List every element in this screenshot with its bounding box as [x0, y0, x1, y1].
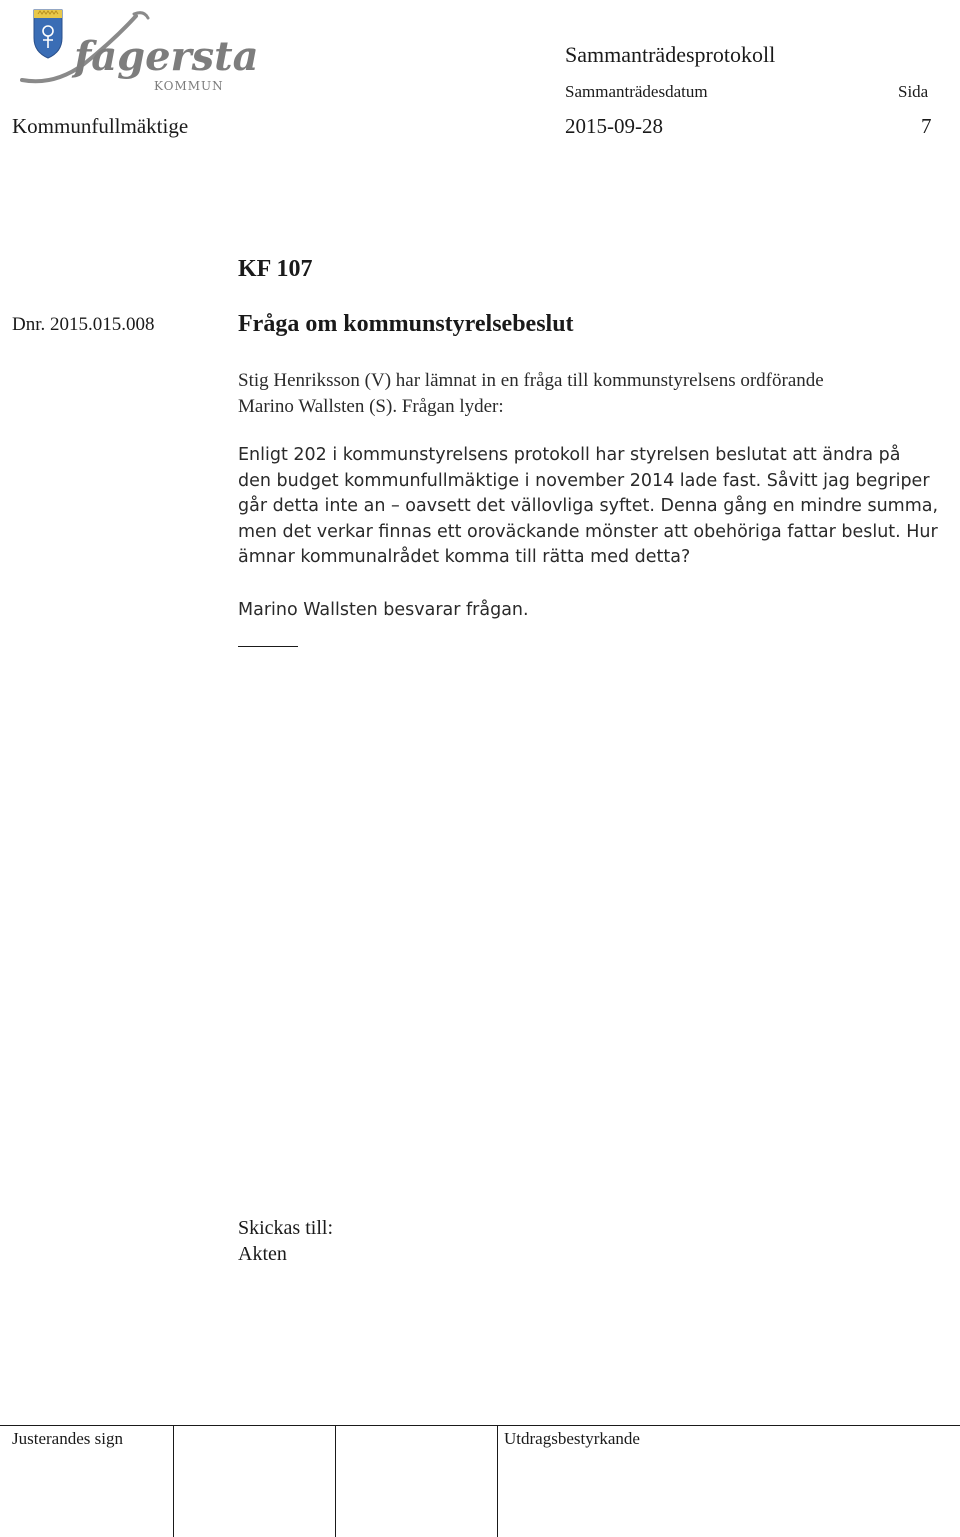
distribution-recipient: Akten: [238, 1243, 287, 1265]
question-line: Enligt 202 i kommunstyrelsens protokoll har styrelsen beslutat att ändra på: [238, 445, 901, 465]
governing-body-name: Kommunfullmäktige: [12, 114, 189, 138]
question-paragraph: [238, 443, 943, 571]
document-title: Sammanträdesprotokoll: [565, 42, 776, 67]
question-line: men det verkar finnas ett oroväckande mönster att obehöriga fattar beslut. Hur: [238, 521, 938, 542]
signature-footer: [0, 1425, 960, 1536]
question-line: går detta inte an – oavsett det vällovliga syftet. Denna gång en mindre summa,: [238, 496, 939, 516]
fagersta-kommun-logo: [14, 4, 259, 96]
section-divider: [238, 646, 298, 647]
logo-subtitle: KOMMUN: [154, 79, 224, 93]
intro-line: Stig Henriksson (V) har lämnat in en fråga till kommunstyrelsens ordförande: [238, 370, 824, 391]
intro-line: Marino Wallsten (S). Frågan lyder:: [238, 395, 504, 417]
signature-cell: [497, 1426, 960, 1537]
distribution-label: Skickas till:: [238, 1217, 333, 1239]
diary-number: Dnr. 2015.015.008: [12, 314, 155, 335]
signature-cell: [173, 1426, 335, 1537]
question-line: ämnar kommunalrådet komma till rätta med detta?: [238, 547, 691, 567]
meeting-date: 2015-09-28: [565, 114, 663, 138]
justering-label: Justerandes sign: [12, 1429, 123, 1448]
case-title: Fråga om kommunstyrelsebeslut: [238, 311, 574, 337]
meeting-date-label: Sammanträdesdatum: [565, 82, 708, 101]
page-label: Sida: [898, 82, 929, 101]
question-line: den budget kommunfullmäktige i november 2014 lade fast. Såvitt jag begriper: [238, 470, 930, 491]
paragraph-number: KF 107: [238, 256, 313, 282]
utdrag-label: Utdragsbestyrkande: [504, 1429, 640, 1448]
coat-of-arms-icon: [14, 4, 259, 96]
logo-wordmark: fagersta: [74, 33, 259, 80]
answer-paragraph: [238, 598, 943, 624]
intro-paragraph: [238, 368, 943, 419]
answer-line: Marino Wallsten besvarar frågan.: [238, 600, 529, 620]
signature-cell: [335, 1426, 497, 1537]
page-number: 7: [921, 114, 932, 138]
signature-cell: [0, 1426, 173, 1537]
